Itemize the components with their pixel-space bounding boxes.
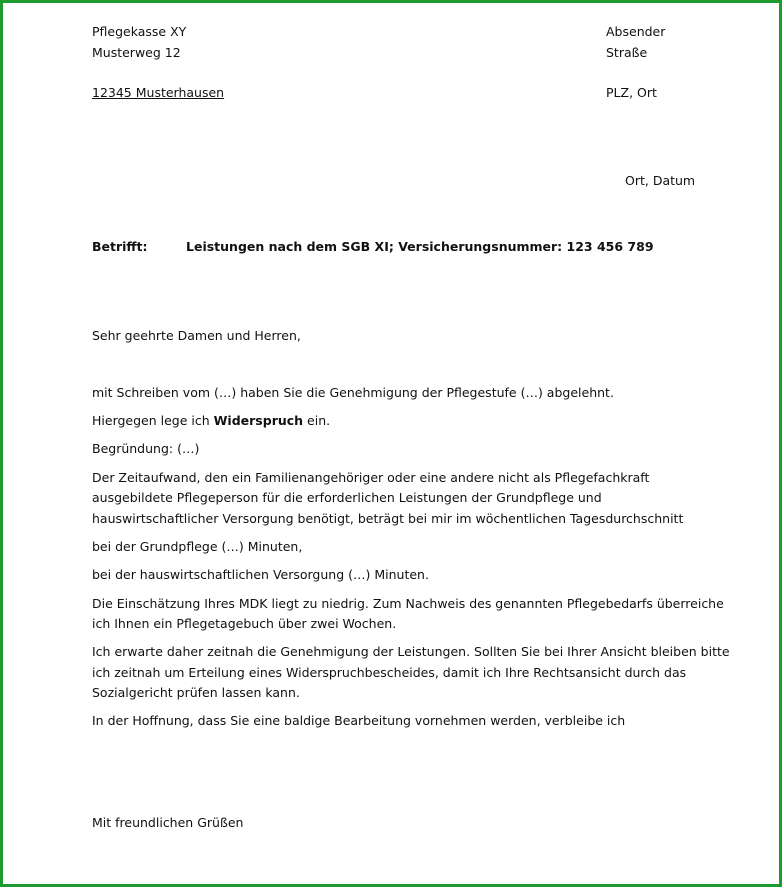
recipient-name: Pflegekasse XY [92, 24, 187, 39]
recipient-city: 12345 Musterhausen [92, 85, 225, 100]
paragraph-3: Begründung: (…) [92, 441, 200, 456]
recipient-street: Musterweg 12 [92, 45, 181, 60]
paragraph-8-line-2: ich zeitnah um Erteilung eines Widerspruchbescheides, damit ich Ihre Rechtsansicht durch das [92, 665, 687, 680]
paragraph-2-bold: Widerspruch [213, 413, 304, 428]
paragraph-6: bei der hauswirtschaftlichen Versorgung (…) Minuten. [92, 567, 429, 582]
date-place: Ort, Datum [625, 173, 696, 188]
sender-city: PLZ, Ort [606, 85, 657, 100]
paragraph-4-line-1: Der Zeitaufwand, den ein Familienangehöriger oder eine andere nicht als Pflegefachkraft [92, 470, 650, 485]
paragraph-9: In der Hoffnung, dass Sie eine baldige Bearbeitung vornehmen werden, verbleibe ich [92, 713, 626, 728]
sender-street: Straße [606, 45, 648, 60]
paragraph-2-pre: Hiergegen lege ich [92, 413, 214, 428]
paragraph-7-line-1: Die Einschätzung Ihres MDK liegt zu niedrig. Zum Nachweis des genannten Pflegebedarfs überreiche [92, 596, 724, 611]
salutation: Sehr geehrte Damen und Herren, [92, 328, 301, 343]
paragraph-8-line-3: Sozialgericht prüfen lassen kann. [92, 685, 300, 700]
paragraph-8-line-1: Ich erwarte daher zeitnah die Genehmigung der Leistungen. Sollten Sie bei Ihrer Ansicht bleiben bitte [92, 644, 730, 659]
paragraph-2-post: ein. [303, 413, 331, 428]
paragraph-2 [92, 411, 330, 431]
paragraph-5: bei der Grundpflege (…) Minuten, [92, 539, 303, 554]
sender-name: Absender [606, 24, 666, 39]
subject-label: Betrifft: [92, 239, 148, 254]
closing: Mit freundlichen Grüßen [92, 815, 244, 830]
paragraph-1: mit Schreiben vom (…) haben Sie die Genehmigung der Pflegestufe (…) abgelehnt. [92, 385, 614, 400]
paragraph-4-line-2: ausgebildete Pflegeperson für die erforderlichen Leistungen der Grundpflege und [92, 490, 602, 505]
paragraph-4-line-3: hauswirtschaftlicher Versorgung benötigt, beträgt bei mir im wöchentlichen Tagesdurchschnitt [92, 511, 684, 526]
subject-text: Leistungen nach dem SGB XI; Versicherungsnummer: 123 456 789 [186, 239, 654, 254]
paragraph-7-line-2: ich Ihnen ein Pflegetagebuch über zwei Wochen. [92, 616, 397, 631]
